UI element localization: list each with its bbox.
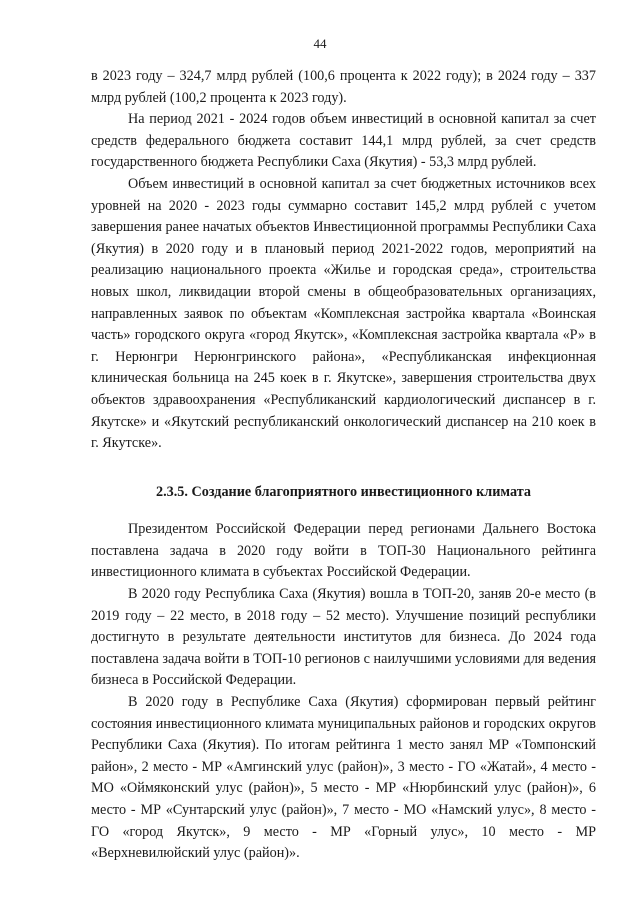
document-body — [91, 66, 596, 865]
paragraph-top20: В 2020 году Республика Саха (Якутия) вошла в ТОП-20, заняв 20-е место (в 2019 году – 22 место, в 2018 году – 52 место). Улучшение позиций республики достигнуто в результате деятельности институтов для бизнеса. До 2024 года поставлена задача войти в ТОП-10 регионов с наилучшими условиями для ведения бизнеса в Российской Федерации. — [91, 586, 596, 689]
paragraph-municipal-rating: В 2020 году в Республике Саха (Якутия) сформирован первый рейтинг состояния инвестиционного климата муниципальных районов и городских округов Республики Саха (Якутия). По итогам рейтинга 1 место занял МР «Томпонский район», 2 место - МР «Амгинский улус (район)», 3 место - ГО «Жатай», 4 место - МО «Оймяконский улус (район)», 5 место - МР «Нюрбинский улус (район)», 6 место - МР «Сунтарский улус (район)», 7 место - МО «Намский улус», 8 место - ГО «город Якутск», 9 место - МР «Горный улус», 10 место - МР «Верхневилюйский улус (район)». — [91, 694, 596, 862]
paragraph-budget-investments: Объем инвестиций в основной капитал за счет бюджетных источников всех уровней на 2020 - 2023 годы суммарно составит 145,2 млрд рублей с учетом завершения ранее начатых объектов Инвестиционной программы Республики Саха (Якутия) в 2020 году и в плановый период 2021-2022 годов, мероприятий на реализацию национального проекта «Жилье и городская среда», строительства новых школ, ликвидации второй смены в общеобразовательных организациях, направленных заявок по объектам «Комплексная застройка квартала «Воинская часть» городского округа «город Якутск», «Комплексная застройка квартала «Р» в г. Нерюнгри Нерюнгринского района», «Республиканская инфекционная клиническая больница на 245 коек в г. Якутске», завершения строительства двух объектов здравоохранения «Республиканский кардиологический диспансер в г. Якутске» и «Якутский республиканский онкологический диспансер на 210 коек в г. Якутске». — [91, 175, 596, 452]
paragraph-continuation: в 2023 году – 324,7 млрд рублей (100,6 процента к 2022 году); в 2024 году – 337 млрд рублей (100,2 процента к 2023 году). — [91, 68, 596, 106]
section-heading: 2.3.5. Создание благоприятного инвестиционного климата — [156, 483, 531, 500]
page-number: 44 — [313, 36, 327, 51]
paragraph-federal-budget: На период 2021 - 2024 годов объем инвестиций в основной капитал за счет средств федерального бюджета составит 144,1 млрд рублей, за счет средств государственного бюджета Республики Саха (Якутия) - 53,3 млрд рублей. — [91, 111, 596, 171]
paragraph-president-task: Президентом Российской Федерации перед регионами Дальнего Востока поставлена задача в 2020 году войти в ТОП-30 Национального рейтинга инвестиционного климата в субъектах Российской Федерации. — [91, 521, 596, 581]
